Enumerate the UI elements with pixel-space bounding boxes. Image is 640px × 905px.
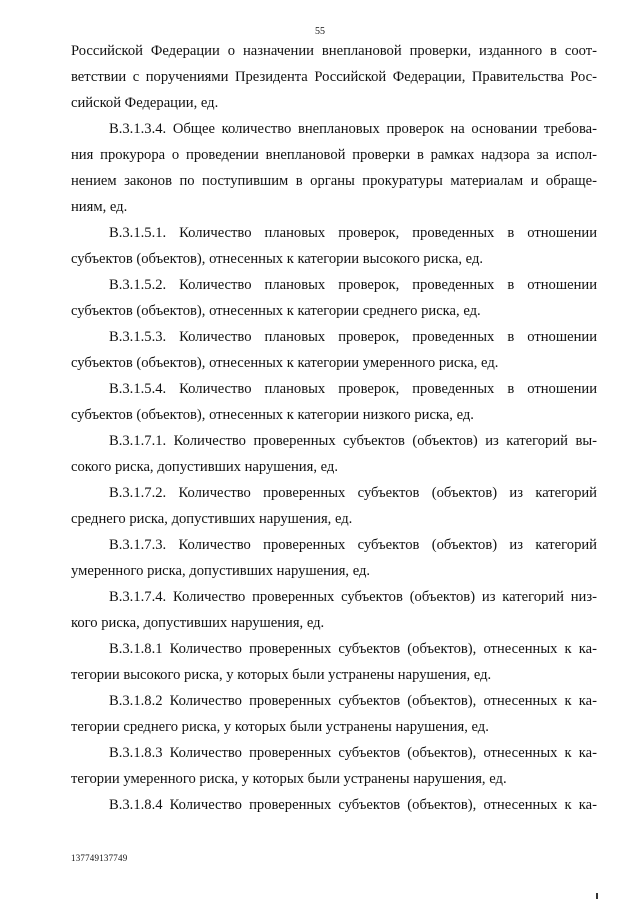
paragraph	[71, 688, 597, 740]
document-code: 137749137749	[71, 853, 128, 863]
paragraph-line: Российской Федерации о назначении внеплановой проверки, изданного в соот-	[71, 43, 597, 59]
paragraph-line: В.3.1.7.2. Количество проверенных субъектов (объектов) из категорий	[109, 485, 597, 501]
paragraph-line: В.3.1.8.2 Количество проверенных субъектов (объектов), отнесенных к ка-	[109, 693, 597, 709]
paragraph-line: субъектов (объектов), отнесенных к категории низкого риска, ед.	[71, 407, 474, 423]
paragraph-line: ниям, ед.	[71, 199, 128, 215]
paragraph	[71, 116, 597, 220]
paragraph-line: ния прокурора о проведении внеплановой проверки в рамках надзора за испол-	[71, 147, 597, 163]
paragraph-line: сийской Федерации, ед.	[71, 95, 219, 111]
paragraph-line: В.3.1.5.3. Количество плановых проверок, проведенных в отношении	[109, 329, 597, 345]
paragraph	[71, 428, 597, 480]
paragraph	[71, 376, 597, 428]
paragraph	[71, 272, 597, 324]
paragraph-line: В.3.1.5.4. Количество плановых проверок, проведенных в отношении	[109, 381, 597, 397]
paragraph	[71, 532, 597, 584]
page-number: 55	[315, 26, 325, 37]
paragraph-line: В.3.1.8.3 Количество проверенных субъектов (объектов), отнесенных к ка-	[109, 745, 597, 761]
paragraph-line: умеренного риска, допустивших нарушения, ед.	[71, 563, 371, 579]
paragraph-line: тегории умеренного риска, у которых были устранены нарушения, ед.	[71, 771, 507, 787]
paragraph-line: В.3.1.7.4. Количество проверенных субъектов (объектов) из категорий низ-	[109, 589, 597, 605]
paragraph-line: тегории высокого риска, у которых были устранены нарушения, ед.	[71, 667, 492, 683]
paragraph-line: субъектов (объектов), отнесенных к категории среднего риска, ед.	[71, 303, 481, 319]
paragraph-line: кого риска, допустивших нарушения, ед.	[71, 615, 325, 631]
paragraph-line: субъектов (объектов), отнесенных к категории высокого риска, ед.	[71, 251, 484, 267]
paragraph	[71, 220, 597, 272]
paragraph-line: ветствии с поручениями Президента Российской Федерации, Правительства Рос-	[71, 69, 597, 85]
paragraph-line: В.3.1.7.1. Количество проверенных субъектов (объектов) из категорий вы-	[109, 433, 597, 449]
paragraph-line: среднего риска, допустивших нарушения, ед.	[71, 511, 353, 527]
paragraph	[71, 792, 597, 818]
paragraph-line: В.3.1.5.2. Количество плановых проверок, проведенных в отношении	[109, 277, 597, 293]
paragraph	[71, 584, 597, 636]
paragraph-line: В.3.1.8.1 Количество проверенных субъектов (объектов), отнесенных к ка-	[109, 641, 597, 657]
paragraph	[71, 740, 597, 792]
paragraph-line: тегории среднего риска, у которых были устранены нарушения, ед.	[71, 719, 489, 735]
paragraph	[71, 480, 597, 532]
paragraph-line: нением законов по поступившим в органы прокуратуры материалам и обраще-	[71, 173, 597, 189]
document-body	[71, 38, 597, 818]
paragraph-line: сокого риска, допустивших нарушения, ед.	[71, 459, 338, 475]
paragraph-line: В.3.1.3.4. Общее количество внеплановых проверок на основании требова-	[109, 121, 597, 137]
paragraph-line: В.3.1.7.3. Количество проверенных субъектов (объектов) из категорий	[109, 537, 597, 553]
paragraph-line: В.3.1.5.1. Количество плановых проверок, проведенных в отношении	[109, 225, 597, 241]
paragraph	[71, 324, 597, 376]
paragraph	[71, 636, 597, 688]
paragraph-line: субъектов (объектов), отнесенных к категории умеренного риска, ед.	[71, 355, 499, 371]
paragraph-line: В.3.1.8.4 Количество проверенных субъектов (объектов), отнесенных к ка-	[109, 797, 597, 813]
paragraph	[71, 38, 597, 116]
scan-mark	[596, 893, 598, 899]
